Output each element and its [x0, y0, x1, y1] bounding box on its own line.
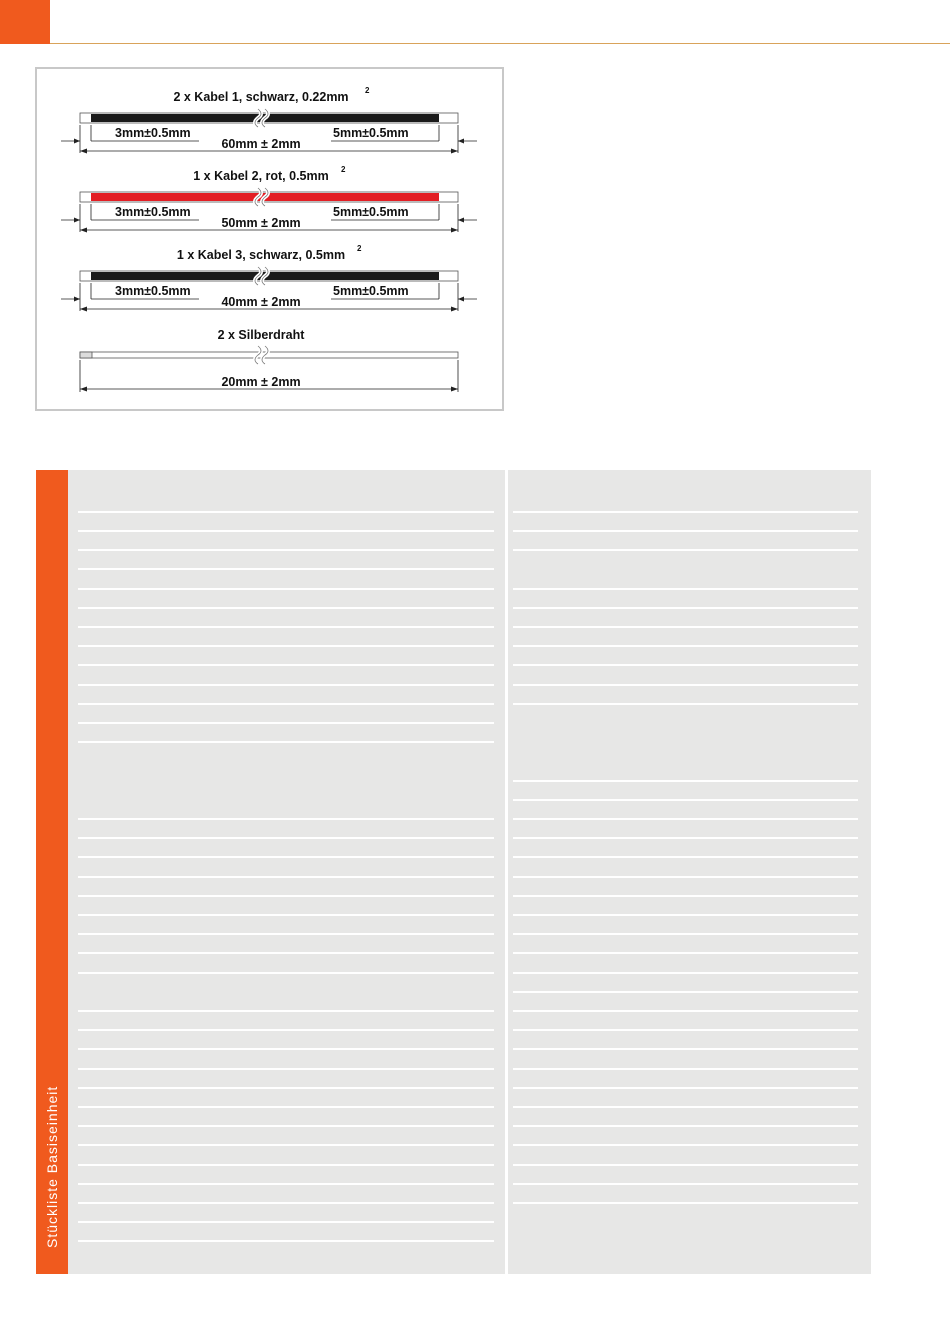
- table-row-rule: [78, 645, 494, 647]
- table-row-rule: [513, 1010, 858, 1012]
- table-row-rule: [513, 1202, 858, 1204]
- cable-2-strip-left: 3mm±0.5mm: [115, 205, 191, 219]
- table-row-rule: [513, 664, 858, 666]
- table-row-rule: [78, 568, 494, 570]
- table-row-rule: [513, 684, 858, 686]
- table-row-rule: [78, 933, 494, 935]
- table-row-rule: [513, 549, 858, 551]
- table-row-rule: [78, 626, 494, 628]
- table-row-rule: [513, 626, 858, 628]
- table-row-rule: [78, 818, 494, 820]
- table-row-rule: [513, 933, 858, 935]
- table-row-rule: [78, 1202, 494, 1204]
- table-row-rule: [513, 972, 858, 974]
- table-row-rule: [78, 837, 494, 839]
- table-row-rule: [513, 607, 858, 609]
- table-row-rule: [78, 876, 494, 878]
- table-row-rule: [78, 1010, 494, 1012]
- table-row-rule: [513, 588, 858, 590]
- cable-2-length: 50mm ± 2mm: [221, 216, 301, 230]
- table-row-rule: [513, 1087, 858, 1089]
- table-row-rule: [78, 549, 494, 551]
- table-row-rule: [513, 818, 858, 820]
- table-row-rule: [78, 895, 494, 897]
- table-row-rule: [78, 1106, 494, 1108]
- table-row-rule: [513, 1125, 858, 1127]
- table-row-rule: [78, 1240, 494, 1242]
- cable-1-strip-left: 3mm±0.5mm: [115, 126, 191, 140]
- table-row-rule: [78, 530, 494, 532]
- cable-3-title: 1 x Kabel 3, schwarz, 0.5mm: [176, 248, 346, 262]
- cable-3-strip-right: 5mm±0.5mm: [333, 284, 409, 298]
- cable-3: [61, 244, 477, 312]
- table-row-rule: [513, 1048, 858, 1050]
- table-row-rule: [513, 645, 858, 647]
- cable-2-superscript: 2: [341, 165, 346, 174]
- table-row-rule: [78, 1029, 494, 1031]
- parts-list-section-label: Stückliste Basiseinheit: [44, 1085, 60, 1248]
- table-row-rule: [78, 1068, 494, 1070]
- cable-1-length: 60mm ± 2mm: [221, 137, 301, 151]
- cable-4-length: 20mm ± 2mm: [221, 375, 301, 389]
- cable-4-title: 2 x Silberdraht: [217, 328, 305, 342]
- parts-list-sidebar: [36, 470, 68, 1274]
- corner-tab: [0, 0, 50, 44]
- table-row-rule: [78, 1221, 494, 1223]
- cable-1-strip-right: 5mm±0.5mm: [333, 126, 409, 140]
- table-row-rule: [513, 1144, 858, 1146]
- table-row-rule: [513, 1029, 858, 1031]
- table-row-rule: [513, 1068, 858, 1070]
- table-row-rule: [78, 914, 494, 916]
- table-row-rule: [513, 703, 858, 705]
- table-row-rule: [78, 588, 494, 590]
- table-row-rule: [78, 1183, 494, 1185]
- table-row-rule: [513, 895, 858, 897]
- parts-list-left-panel: [68, 470, 505, 1274]
- cable-2-strip-right: 5mm±0.5mm: [333, 205, 409, 219]
- table-row-rule: [78, 741, 494, 743]
- header-rule: [50, 43, 950, 44]
- cable-1-title: 2 x Kabel 1, schwarz, 0.22mm: [173, 90, 349, 104]
- cable-diagram: [35, 67, 504, 411]
- table-row-rule: [513, 780, 858, 782]
- table-row-rule: [78, 1164, 494, 1166]
- cable-2: [61, 165, 477, 233]
- table-row-rule: [78, 1125, 494, 1127]
- table-row-rule: [78, 1144, 494, 1146]
- table-row-rule: [78, 511, 494, 513]
- table-row-rule: [513, 530, 858, 532]
- cable-diagram-svg: [37, 69, 502, 409]
- parts-list-right-panel: [508, 470, 871, 1274]
- cable-1: [61, 86, 477, 154]
- cable-3-strip-left: 3mm±0.5mm: [115, 284, 191, 298]
- table-row-rule: [513, 952, 858, 954]
- cable-1-superscript: 2: [365, 86, 370, 95]
- table-row-rule: [78, 703, 494, 705]
- cable-3-superscript: 2: [357, 244, 362, 253]
- table-row-rule: [513, 876, 858, 878]
- table-row-rule: [513, 1164, 858, 1166]
- table-row-rule: [513, 1106, 858, 1108]
- table-row-rule: [78, 684, 494, 686]
- cable-3-length: 40mm ± 2mm: [221, 295, 301, 309]
- table-row-rule: [78, 607, 494, 609]
- table-row-rule: [513, 1183, 858, 1185]
- table-row-rule: [513, 856, 858, 858]
- table-row-rule: [78, 1048, 494, 1050]
- table-row-rule: [513, 837, 858, 839]
- table-row-rule: [513, 914, 858, 916]
- cable-4: [80, 328, 458, 392]
- table-row-rule: [78, 972, 494, 974]
- table-row-rule: [78, 952, 494, 954]
- table-row-rule: [78, 722, 494, 724]
- table-row-rule: [78, 1087, 494, 1089]
- table-row-rule: [513, 799, 858, 801]
- table-row-rule: [513, 991, 858, 993]
- table-row-rule: [78, 856, 494, 858]
- table-row-rule: [78, 664, 494, 666]
- cable-2-title: 1 x Kabel 2, rot, 0.5mm: [193, 169, 329, 183]
- table-row-rule: [513, 511, 858, 513]
